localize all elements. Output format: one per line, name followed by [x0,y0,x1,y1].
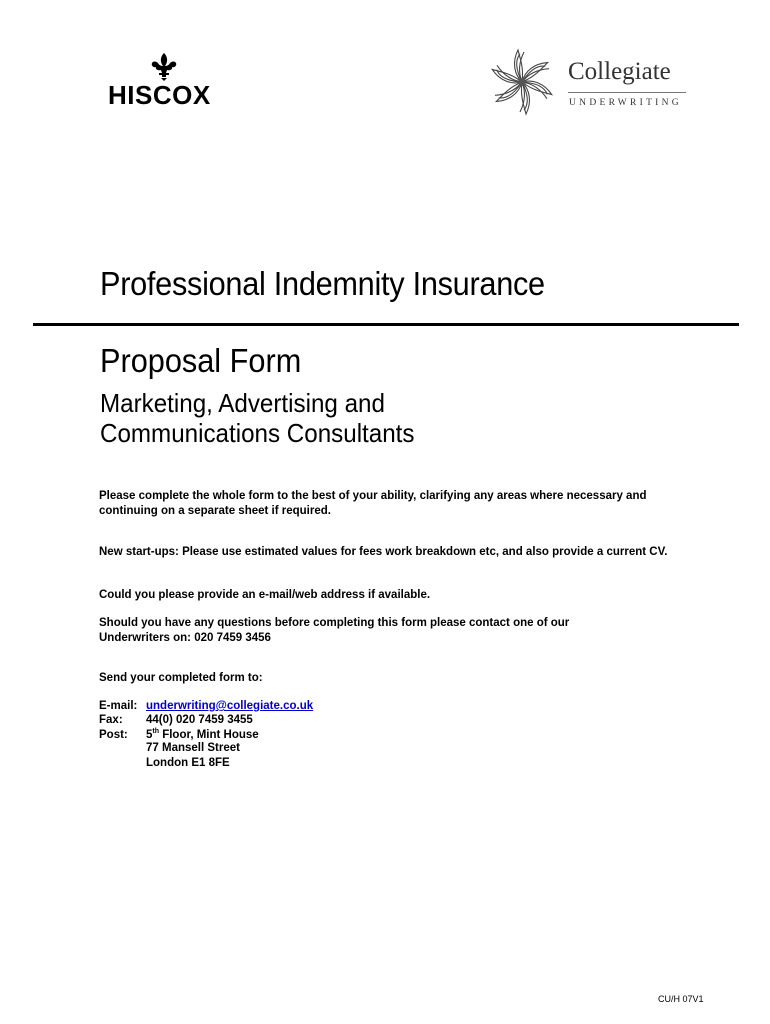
floor-building: Floor, Mint House [159,728,259,741]
post-address-line-3: London E1 8FE [146,757,230,769]
instruction-complete-form [99,489,647,519]
email-label: E-mail: [99,700,138,712]
form-subtitle-line-1: Marketing, Advertising and [100,388,385,418]
contact-fax-row [99,714,253,726]
floor-number: 5 [146,728,153,741]
post-address-line-2: 77 Mansell Street [146,742,240,754]
instruction-line: Should you have any questions before completing this form please contact one of our [99,617,570,629]
collegiate-star-icon [484,44,560,120]
form-subtitle [100,388,414,448]
instruction-questions [99,616,569,646]
instruction-line: Please complete the whole form to the best of your ability, clarifying any areas where necessary and [99,490,647,502]
fleur-de-lis-icon [150,52,178,82]
fax-number: 44(0) 020 7459 3455 [146,714,253,726]
hiscox-logo [108,52,220,108]
hiscox-wordmark: HISCOX [108,80,211,110]
collegiate-logo [484,40,704,120]
form-subtitle-line-2: Communications Consultants [100,418,415,448]
collegiate-subtitle: UNDERWRITING [569,98,682,108]
instruction-start-ups: New start-ups: Please use estimated values for fees work breakdown etc, and also provide a current CV. [99,546,668,558]
document-title: Professional Indemnity Insurance [100,265,545,302]
form-title: Proposal Form [100,342,302,379]
collegiate-name: Collegiate [568,58,671,85]
instruction-line: continuing on a separate sheet if required. [99,505,331,517]
post-address-line-1 [146,729,259,741]
floor-suffix: th [152,728,160,735]
instruction-email: Could you please provide an e-mail/web address if available. [99,589,431,601]
document-reference: CU/H 07V1 [658,994,704,1004]
contact-post-row [99,728,259,741]
email-link[interactable]: underwriting@collegiate.co.uk [146,700,314,712]
title-divider [33,323,739,326]
instruction-line: Underwriters on: 020 7459 3456 [99,632,271,644]
fax-label: Fax: [99,714,123,726]
contact-email-row [99,700,313,712]
instruction-send: Send your completed form to: [99,672,263,684]
collegiate-rule [568,92,686,93]
post-label: Post: [99,728,128,741]
